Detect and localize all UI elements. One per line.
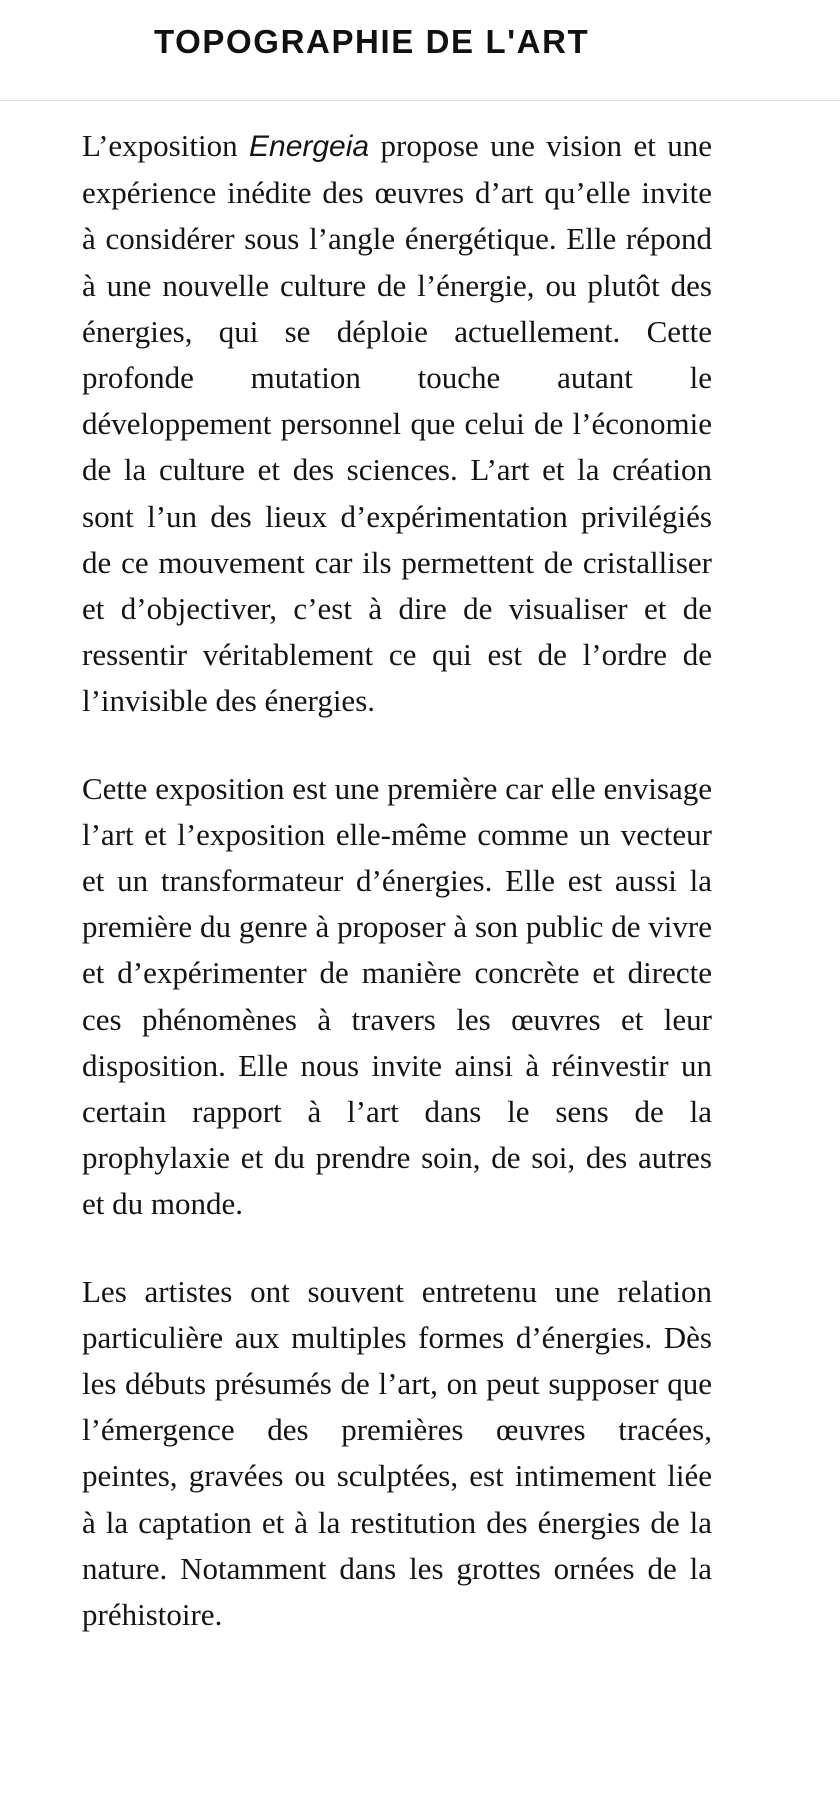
paragraph-1-lead: L’exposition — [82, 128, 238, 163]
site-title[interactable]: TOPOGRAPHIE DE L'ART — [154, 23, 590, 60]
article-paragraph-2: Cette exposition est une première car elle envisage l’art et l’exposition elle-même comme un vecteur et un transformateur d’énergies. Elle est aussi la première du genre à proposer à son public de vivre et d’expérimenter de manière concrète et directe ces phénomènes à travers les œuvres et leur disposition. Elle nous invite ainsi à réinvestir un certain rapport à l’art dans le sens de la prophylaxie et du prendre soin, de soi, des autres et du monde. — [82, 770, 712, 1222]
article-paragraph-1 — [82, 123, 712, 725]
article-body — [82, 123, 712, 1638]
exhibition-name: Energeia — [249, 130, 370, 163]
site-header — [0, 0, 840, 101]
article-paragraph-3: Les artistes ont souvent entretenu une relation particulière aux multiples formes d’énergies. Dès les débuts présumés de l’art, on peut supposer que l’émergence des premières œuvres tracées, peintes, gravées ou sculptées, est intimement liée à la captation et à la restitution des énergies de la nature. Notamment dans les grottes ornées de la préhistoire. — [82, 1273, 712, 1633]
paragraph-1-text: propose une vision et une expérience inédite des œuvres d’art qu’elle invite à considérer sous l’angle énergétique. Elle répond à une nouvelle culture de l’énergie, ou plutôt des énergies, qui se déploie actuellement. Cette profonde mutation touche autant le développement personnel que celui de l’économie de la culture et des sciences. L’art et la création sont l’un des lieux d’expérimentation privilégiés de ce mouvement car ils permettent de cristalliser et d’objectiver, c’est à dire de visualiser et de ressentir véritablement ce qui est de l’ordre de l’invisible des énergies. — [82, 128, 713, 719]
